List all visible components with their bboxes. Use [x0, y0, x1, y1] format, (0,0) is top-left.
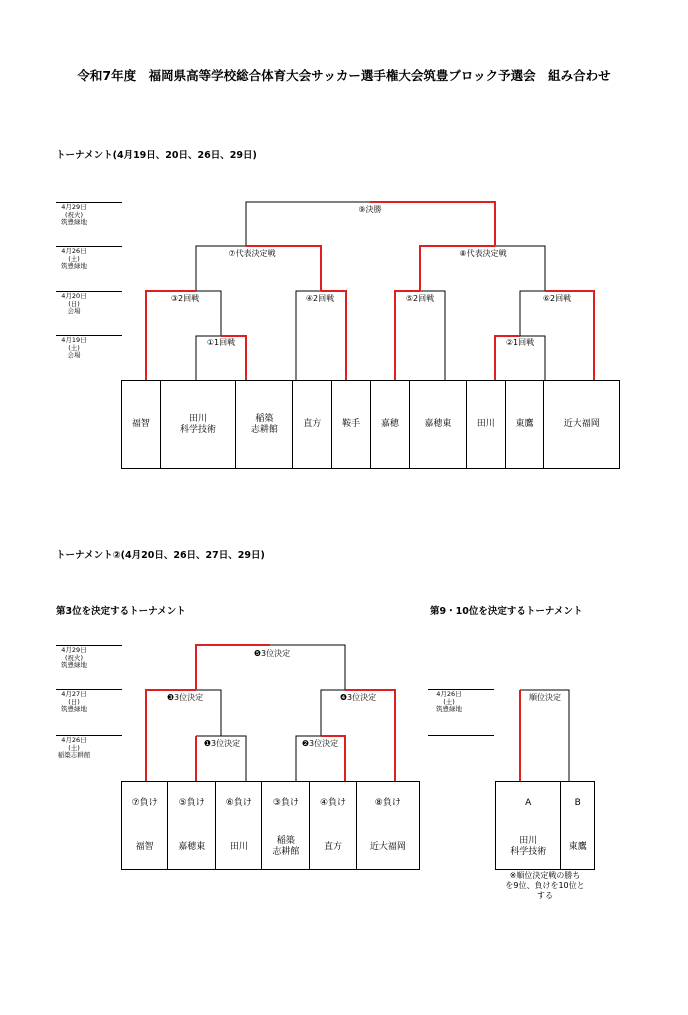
team-cell: 稲築 志耕館 — [236, 381, 293, 469]
seed-cell: ⑥負け — [216, 782, 262, 826]
ranking-note: ※順位決定戦の勝ち を9位、負けを10位と する — [505, 871, 585, 900]
date-label: 4月26日 (土) 稲築志耕館 — [57, 736, 91, 759]
date-label: 4月19日 (土) 会場 — [61, 336, 87, 359]
team-cell: 田川 科学技術 — [160, 381, 235, 469]
date-label: 4月27日 (日) 筑豊緑地 — [61, 690, 87, 713]
team-cell: 近大福岡 — [356, 826, 419, 870]
date-label: 4月26日 (土) 筑豊緑地 — [436, 690, 462, 713]
match-label: ③2回戦 — [170, 294, 200, 303]
ninth-place-heading: 第9・10位を決定するトーナメント — [430, 606, 583, 617]
third-place-heading: 第3位を決定するトーナメント — [56, 606, 186, 617]
date-label: 4月29日 (祝火) 筑豊緑地 — [61, 646, 87, 669]
match-label: ⑦代表決定戦 — [228, 249, 276, 258]
match-label: 順位決定 — [529, 693, 561, 702]
match-final-label: ⑨決勝 — [358, 205, 382, 214]
team-cell: 直方 — [310, 826, 356, 870]
seed-cell: ④負け — [310, 782, 356, 826]
match-label: ❶3位決定 — [203, 739, 241, 748]
match-label: ⑥2回戦 — [542, 294, 572, 303]
seed-cell: ⑧負け — [356, 782, 419, 826]
team-cell: 田川 科学技術 — [496, 826, 561, 870]
team-cell: 福智 — [122, 826, 168, 870]
team-cell: 近大福岡 — [544, 381, 620, 469]
page-title: 令和7年度 福岡県高等学校総合体育大会サッカー選手権大会筑豊ブロック予選会 組み合わせ — [77, 68, 611, 83]
match-label: ❸3位決定 — [166, 693, 204, 702]
seed-cell: A — [496, 782, 561, 826]
match-label: ⑤2回戦 — [405, 294, 435, 303]
date-label: 4月20日 (日) 会場 — [61, 292, 87, 315]
team-cell: 田川 — [216, 826, 262, 870]
third-place-team-table — [121, 781, 420, 870]
team-cell: 嘉穂 — [370, 381, 409, 469]
seed-cell: ⑤負け — [168, 782, 216, 826]
tournament1-heading: トーナメント(4月19日、20日、26日、29日) — [56, 150, 257, 161]
team-cell: 鞍手 — [332, 381, 371, 469]
team-cell: 東鷹 — [505, 381, 544, 469]
match-label: ②1回戦 — [505, 338, 535, 347]
match-label: ❹3位決定 — [339, 693, 377, 702]
match-label: ⑧代表決定戦 — [459, 249, 507, 258]
match-label: ❷3位決定 — [301, 739, 339, 748]
tournament2-heading: トーナメント②(4月20日、26日、27日、29日) — [56, 550, 265, 561]
seed-cell: ⑦負け — [122, 782, 168, 826]
team-cell: 直方 — [293, 381, 332, 469]
ninth-place-team-table — [495, 781, 595, 870]
date-label: 4月26日 (土) 筑豊緑地 — [61, 247, 87, 270]
team-cell: 嘉穂東 — [168, 826, 216, 870]
team-cell: 東鷹 — [561, 826, 595, 870]
match-label: ④2回戦 — [305, 294, 335, 303]
team-cell: 福智 — [122, 381, 161, 469]
seed-cell: B — [561, 782, 595, 826]
date-label: 4月29日 (祝火) 筑豊緑地 — [61, 203, 87, 226]
seed-cell: ③負け — [262, 782, 310, 826]
team-cell: 田川 — [466, 381, 505, 469]
team-cell: 稲築 志耕館 — [262, 826, 310, 870]
match-label: ①1回戦 — [206, 338, 236, 347]
match-label: ❺3位決定 — [253, 649, 291, 658]
team-cell: 嘉穂東 — [409, 381, 466, 469]
